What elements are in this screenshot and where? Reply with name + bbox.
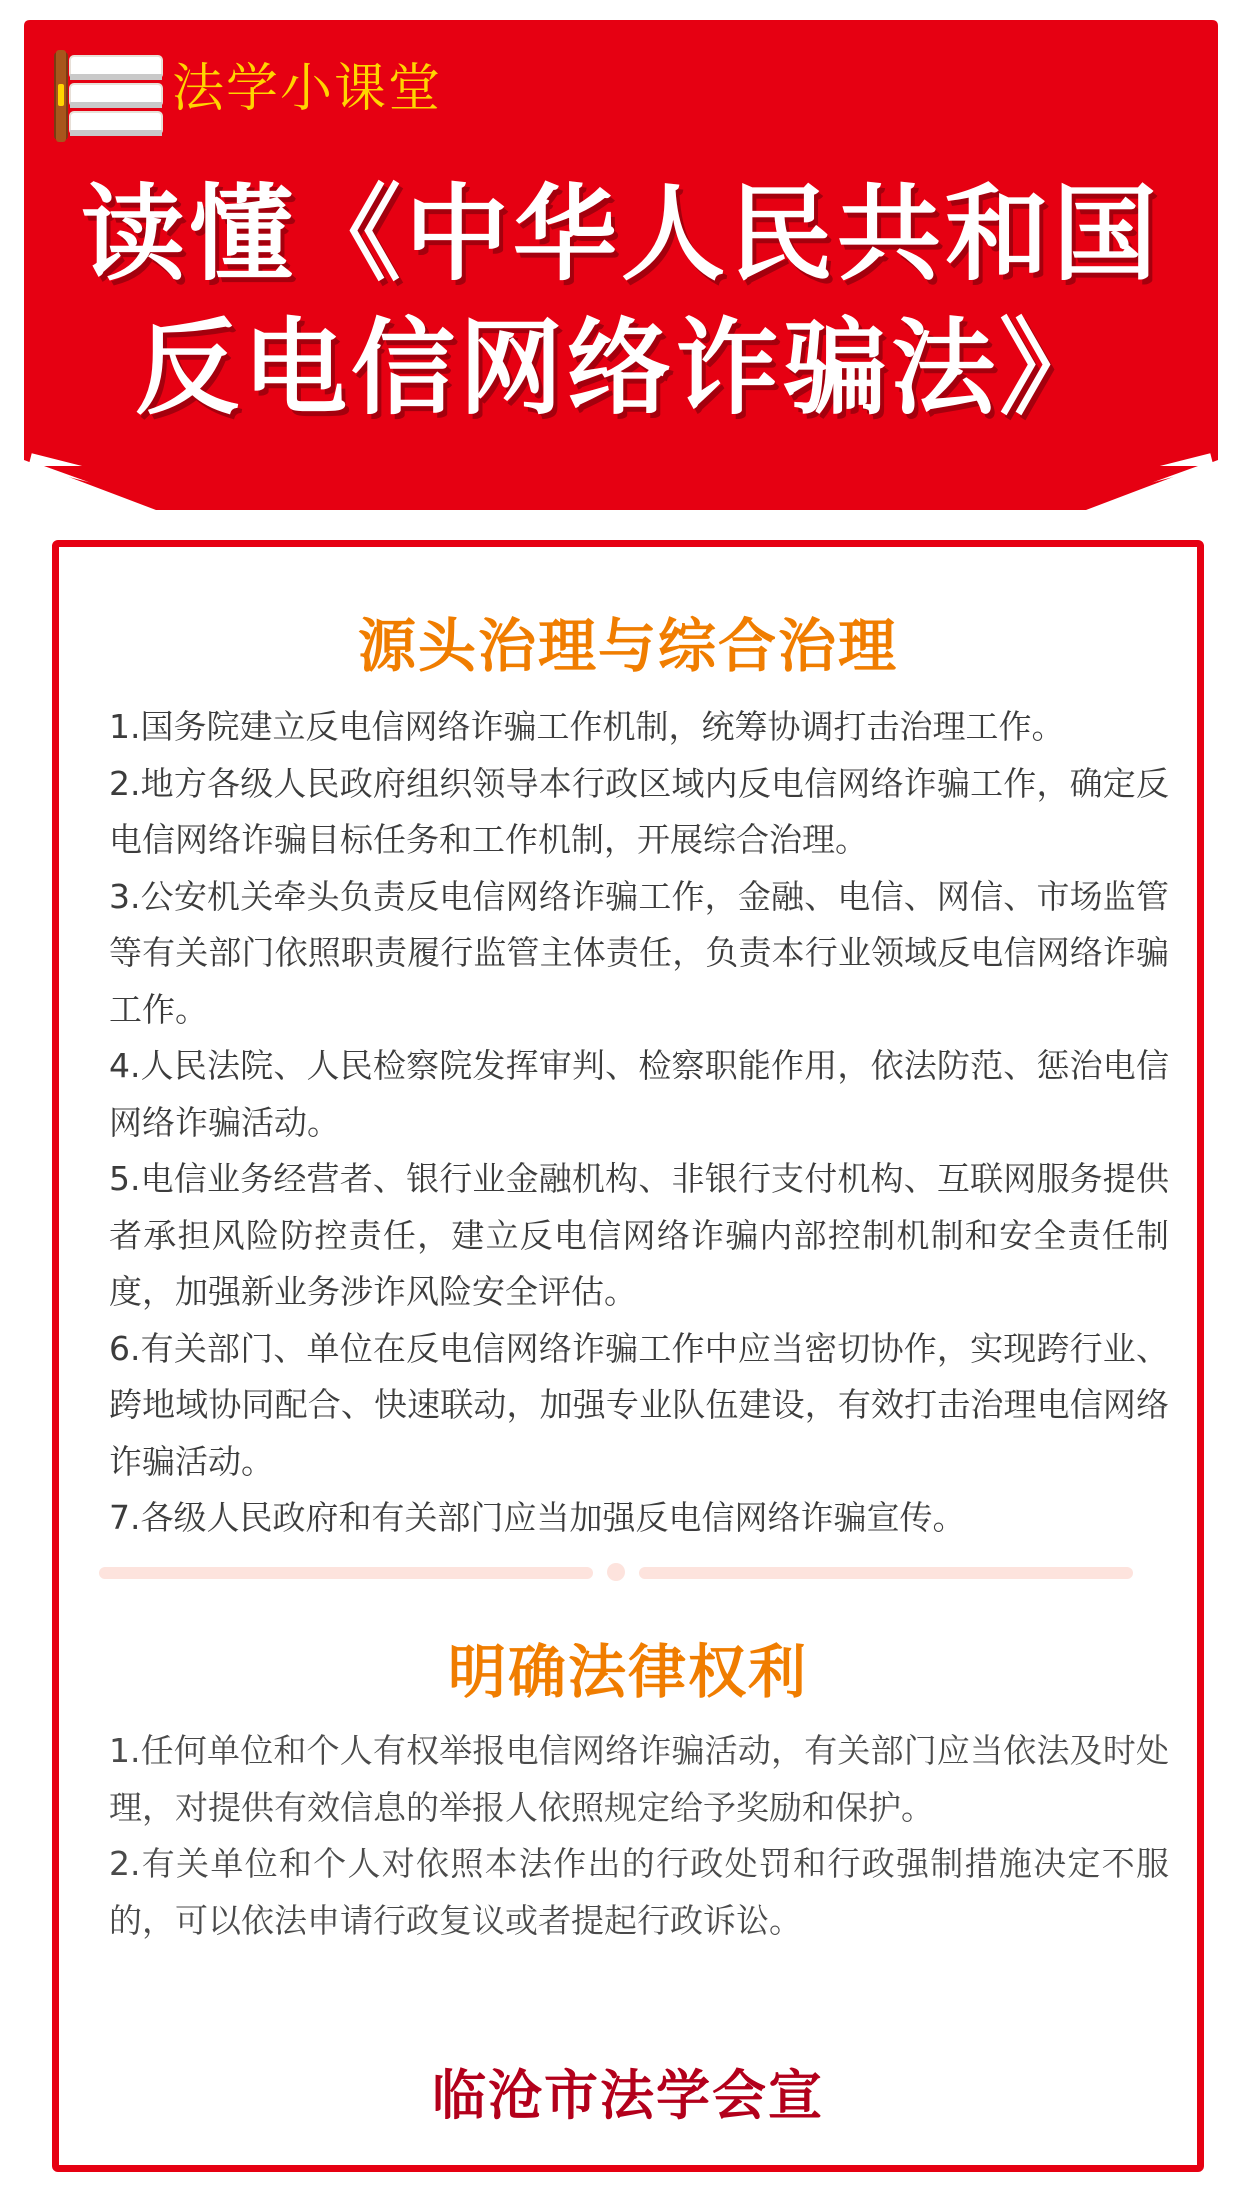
list-item: 7.各级人民政府和有关部门应当加强反电信网络诈骗宣传。 (109, 1498, 966, 1537)
content-panel (52, 540, 1204, 2172)
section-title-legal-rights: 明确法律权利 (447, 1638, 808, 1706)
section-divider-dot (607, 1563, 625, 1581)
section-divider-right (639, 1567, 1133, 1579)
headline-line-1: 读懂《中华人民共和国 (80, 173, 1161, 295)
list-item: 6.有关部门、单位在反电信网络诈骗工作中应当密切协作，实现跨行业、跨地域协同配合、快速联动，加强专业队伍建设，有效打击治理电信网络诈骗活动。 (109, 1328, 1169, 1481)
list-item: 2.有关单位和个人对依照本法作出的行政处罚和行政强制措施决定不服的，可以依法申请行政复议或者提起行政诉讼。 (109, 1844, 1169, 1940)
footer-publisher: 临沧市法学会宣 (432, 2064, 824, 2127)
governance-list (109, 699, 1169, 1547)
section-divider-left (99, 1567, 593, 1579)
list-item: 1.任何单位和个人有权举报电信网络诈骗活动，有关部门应当依法及时处理，对提供有效信息的举报人依照规定给予奖励和保护。 (109, 1731, 1169, 1827)
headline-line-2: 反电信网络诈骗法》 (134, 307, 1107, 429)
header-banner (24, 20, 1218, 510)
list-item: 2.地方各级人民政府组织领导本行政区域内反电信网络诈骗工作，确定反电信网络诈骗目标任务和工作机制，开展综合治理。 (109, 763, 1169, 859)
legal-rights-list (109, 1723, 1169, 1949)
section-title-governance: 源头治理与综合治理 (357, 612, 898, 680)
list-item: 1.国务院建立反电信网络诈骗工作机制，统筹协调打击治理工作。 (109, 707, 1065, 746)
list-item: 4.人民法院、人民检察院发挥审判、检察职能作用，依法防范、惩治电信网络诈骗活动。 (109, 1046, 1169, 1142)
course-tag: 法学小课堂 (172, 59, 443, 119)
book-stack-icon (50, 44, 170, 148)
list-item: 3.公安机关牵头负责反电信网络诈骗工作，金融、电信、网信、市场监管等有关部门依照职责履行监管主体责任，负责本行业领域反电信网络诈骗工作。 (109, 876, 1169, 1029)
list-item: 5.电信业务经营者、银行业金融机构、非银行支付机构、互联网服务提供者承担风险防控责任，建立反电信网络诈骗内部控制机制和安全责任制度，加强新业务涉诈风险安全评估。 (109, 1159, 1169, 1311)
